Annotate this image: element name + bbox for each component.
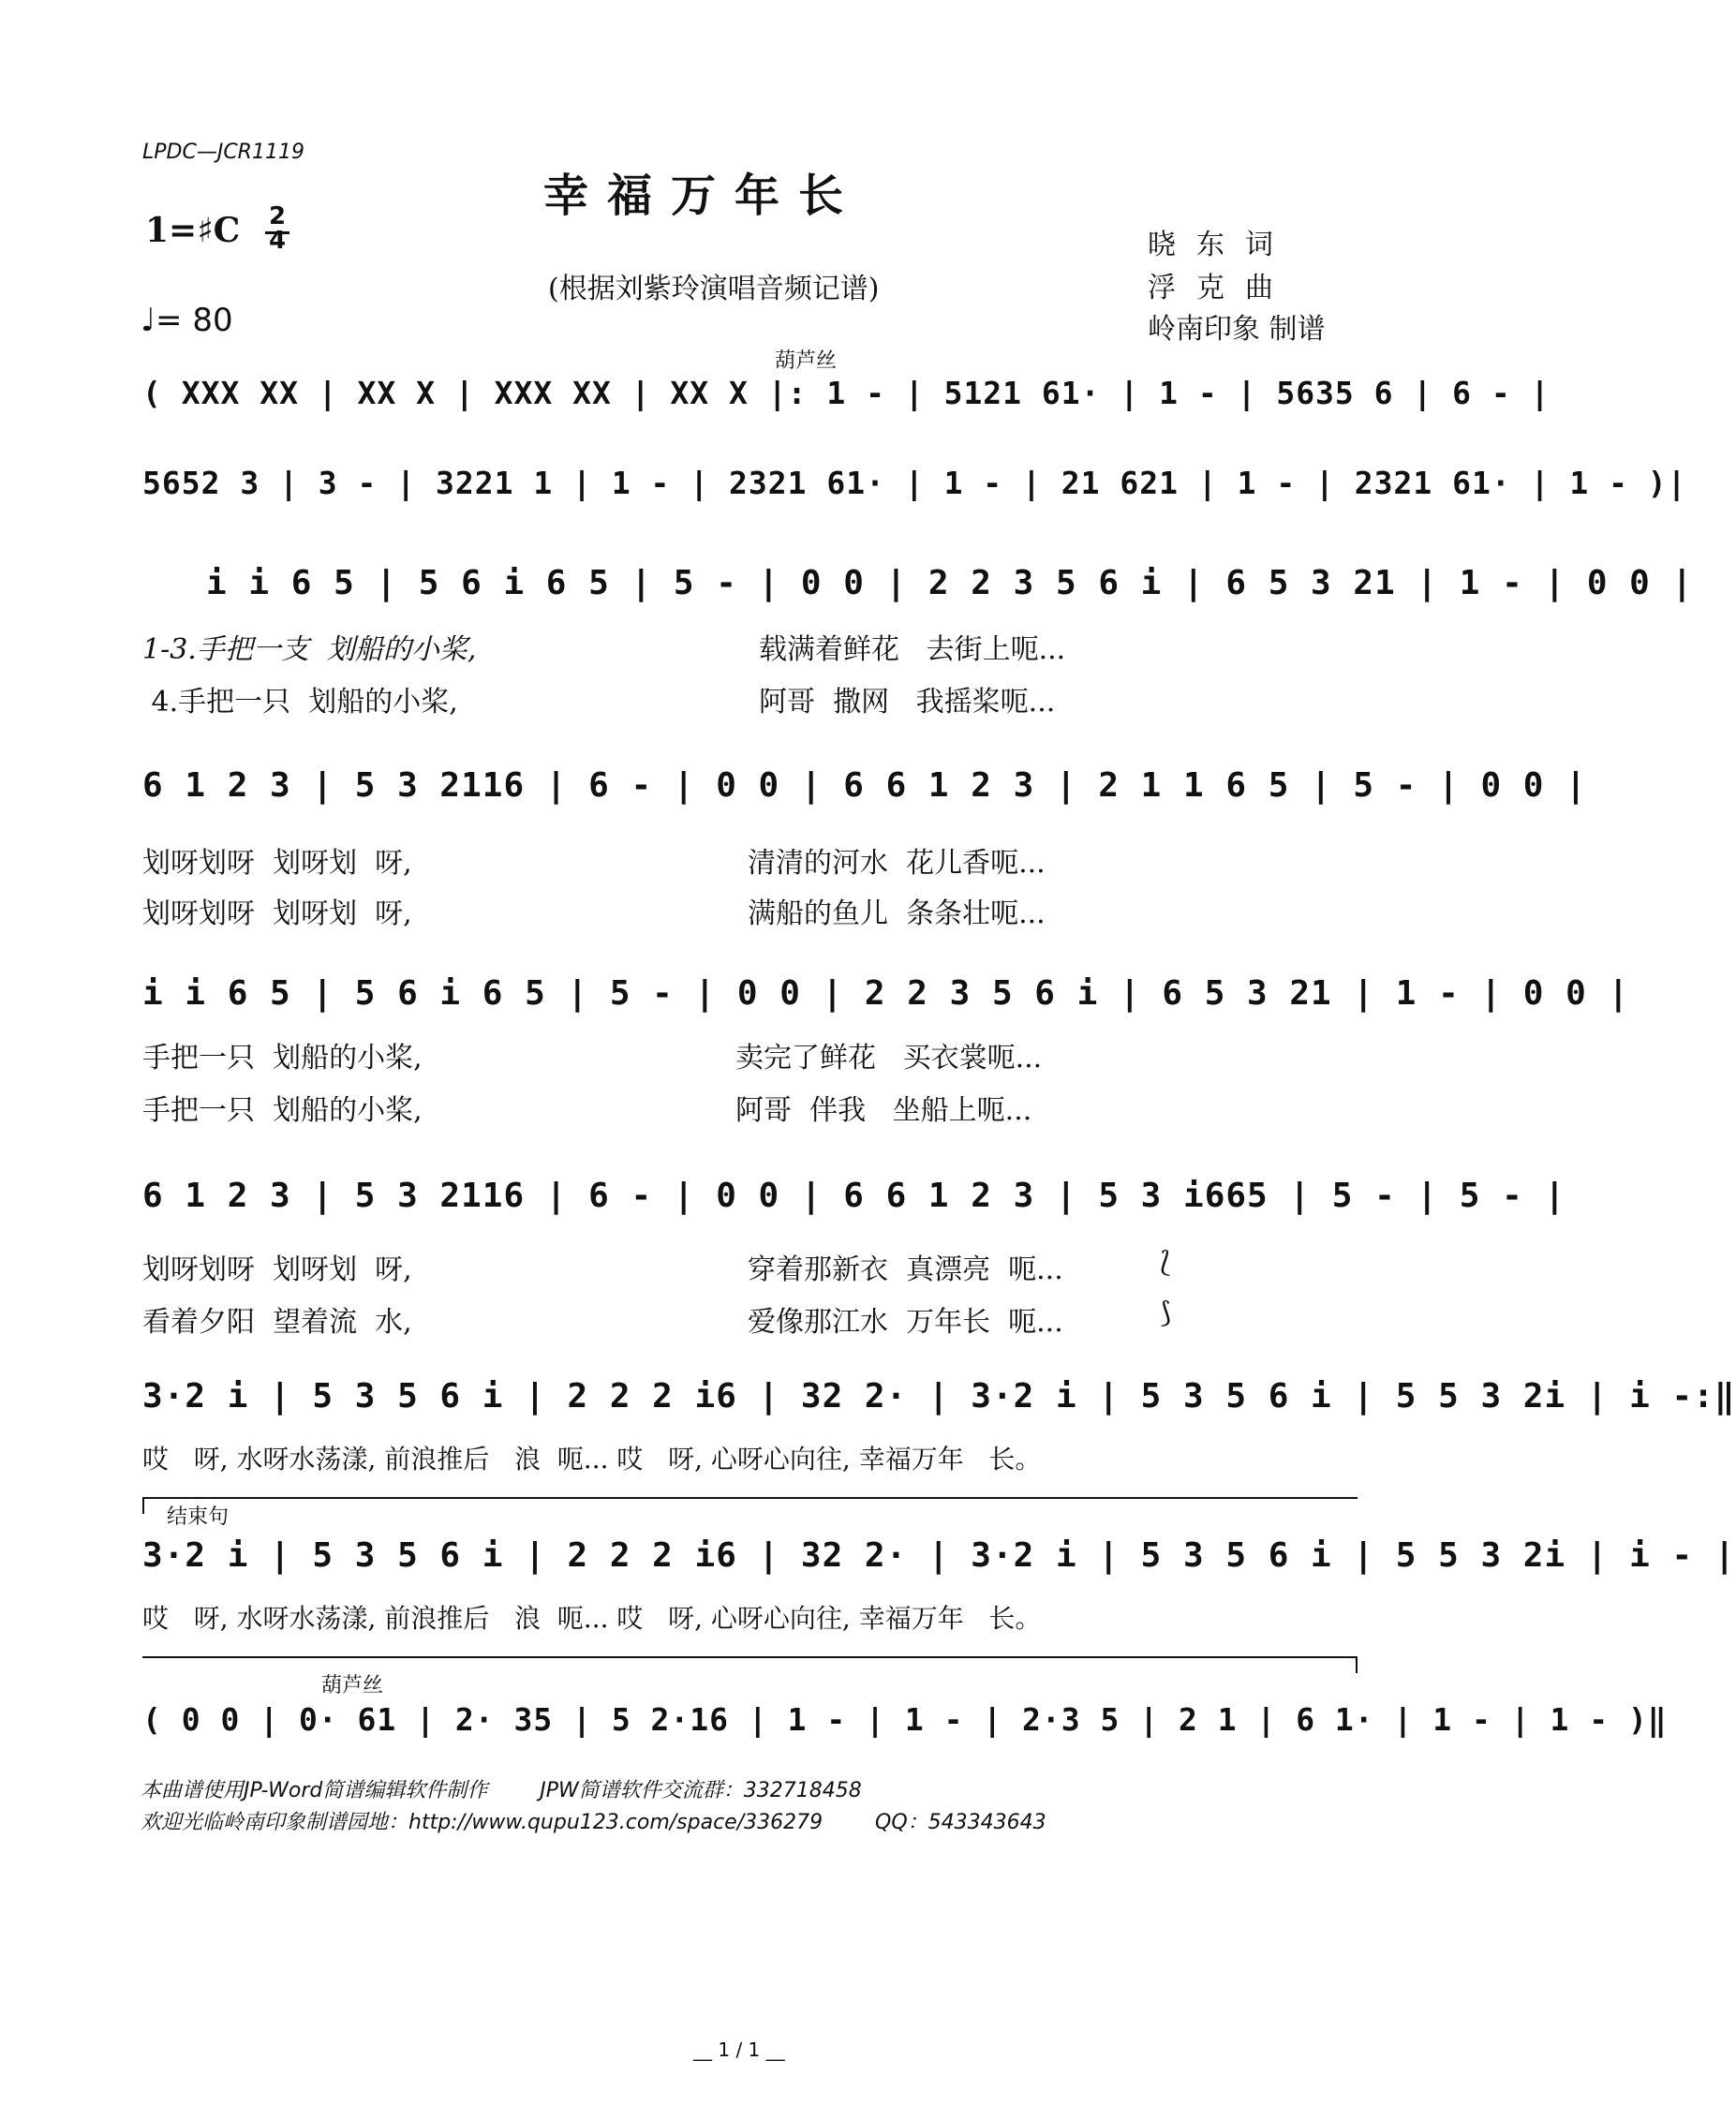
lyric-row-8b: 爱像那江水 万年长 呃... <box>748 1306 1063 1339</box>
staff-line-7: 3·2 i | 5 3 5 6 i | 2 2 2 i6 | 32 2· | 3·2 i | 5 3 5 6 i | 5 5 3 2i | i -:‖ <box>142 1377 1736 1416</box>
time-signature <box>265 204 289 253</box>
staff-line-3: i i 6 5 | 5 6 i 6 5 | 5 - | 0 0 | 2 2 3 5 6 i | 6 5 3 21 | 1 - | 0 0 | <box>142 564 1694 602</box>
lyric-row-5b: 卖完了鲜花 买衣裳呃... <box>735 1042 1043 1075</box>
lyric-verse1-a: 1-3.手把一支 划船的小桨, <box>142 633 477 666</box>
subtitle: (根据刘紫玲演唱音频记谱) <box>548 273 880 305</box>
lyric-row-7a: 划呀划呀 划呀划 呀, <box>142 1253 412 1286</box>
score-code: LPDC—JCR1119 <box>142 141 304 164</box>
lyric-row-4a: 划呀划呀 划呀划 呀, <box>142 897 412 930</box>
lyric-row-4b: 满船的鱼儿 条条壮呃... <box>748 897 1046 930</box>
composer-credit: 浮克曲 <box>1148 272 1294 304</box>
lyric-verse2-b: 阿哥 撒网 我摇桨呃... <box>759 686 1056 719</box>
lyric-verse2-a: 4.手把一只 划船的小桨, <box>142 686 458 719</box>
lyric-row-5a: 手把一只 划船的小桨, <box>142 1042 423 1075</box>
tempo-mark: ♩= 80 <box>141 302 233 339</box>
lyric-row-6b: 阿哥 伴我 坐船上呃... <box>735 1094 1032 1127</box>
page-number: __ 1 / 1 __ <box>693 2038 785 2061</box>
lyric-ending: 哎 呀, 水呀水荡漾, 前浪推后 浪 呃... 哎 呀, 心呀心向往, 幸福万年 长。 <box>142 1603 1042 1634</box>
arpeggio-brace-icon-2: ⟆ <box>1160 1297 1171 1329</box>
time-sig-line <box>265 231 289 234</box>
lyric-row-7b: 穿着那新衣 真漂亮 呃... <box>748 1253 1063 1286</box>
song-title: 幸福万年长 <box>543 170 863 222</box>
lyric-verse1-b: 载满着鲜花 去街上呃... <box>759 633 1066 666</box>
staff-line-2: 5652 3 | 3 - | 3221 1 | 1 - | 2321 61· | 1 - | 21 621 | 1 - | 2321 61· | 1 - )| <box>142 465 1687 501</box>
arranger-credit: 岭南印象 制谱 <box>1148 313 1326 346</box>
staff-line-6: 6 1 2 3 | 5 3 2116 | 6 - | 0 0 | 6 6 1 2 3 | 5 3 i665 | 5 - | 5 - | <box>142 1177 1566 1215</box>
time-sig-top: 2 <box>268 202 287 230</box>
lyric-row-3b: 清清的河水 花儿香呃... <box>748 847 1046 880</box>
arpeggio-brace-icon: ⟅ <box>1160 1246 1171 1279</box>
lyric-row-8a: 看着夕阳 望着流 水, <box>142 1306 412 1339</box>
lyric-chorus: 哎 呀, 水呀水荡漾, 前浪推后 浪 呃... 哎 呀, 心呀心向往, 幸福万年 长。 <box>142 1444 1042 1475</box>
footer-line-1: 本曲谱使用JP-Word简谱编辑软件制作 JPW简谱软件交流群：332718458 <box>141 1779 862 1802</box>
staff-line-9: ( 0 0 | 0· 61 | 2· 35 | 5 2·16 | 1 - | 1 - | 2·3 5 | 2 1 | 6 1· | 1 - | 1 - )‖ <box>142 1701 1668 1738</box>
footer-line-2: 欢迎光临岭南印象制谱园地：http://www.qupu123.com/space/336279 QQ：543343643 <box>141 1811 1046 1834</box>
lyric-row-3a: 划呀划呀 划呀划 呀, <box>142 847 412 880</box>
hulusi-label: 葫芦丝 <box>775 349 838 373</box>
lyric-row-6a: 手把一只 划船的小桨, <box>142 1094 423 1127</box>
ending-bracket <box>142 1497 1358 1514</box>
key-signature: 1=♯C <box>145 211 241 250</box>
ending-label: 结束句 <box>167 1505 230 1529</box>
staff-line-5: i i 6 5 | 5 6 i 6 5 | 5 - | 0 0 | 2 2 3 5 6 i | 6 5 3 21 | 1 - | 0 0 | <box>142 974 1630 1013</box>
staff-line-8: 3·2 i | 5 3 5 6 i | 2 2 2 i6 | 32 2· | 3·2 i | 5 3 5 6 i | 5 5 3 2i | i - | <box>142 1536 1736 1575</box>
hulusi-label-2: 葫芦丝 <box>321 1674 384 1697</box>
time-sig-bottom: 4 <box>268 227 287 255</box>
staff-line-4: 6 1 2 3 | 5 3 2116 | 6 - | 0 0 | 6 6 1 2 3 | 2 1 1 6 5 | 5 - | 0 0 | <box>142 766 1587 805</box>
staff-line-1: ( XXX XX | XX X | XXX XX | XX X |: 1 - | 5121 61· | 1 - | 5635 6 | 6 - | <box>142 375 1551 411</box>
lyricist-credit: 晓东词 <box>1148 229 1294 261</box>
